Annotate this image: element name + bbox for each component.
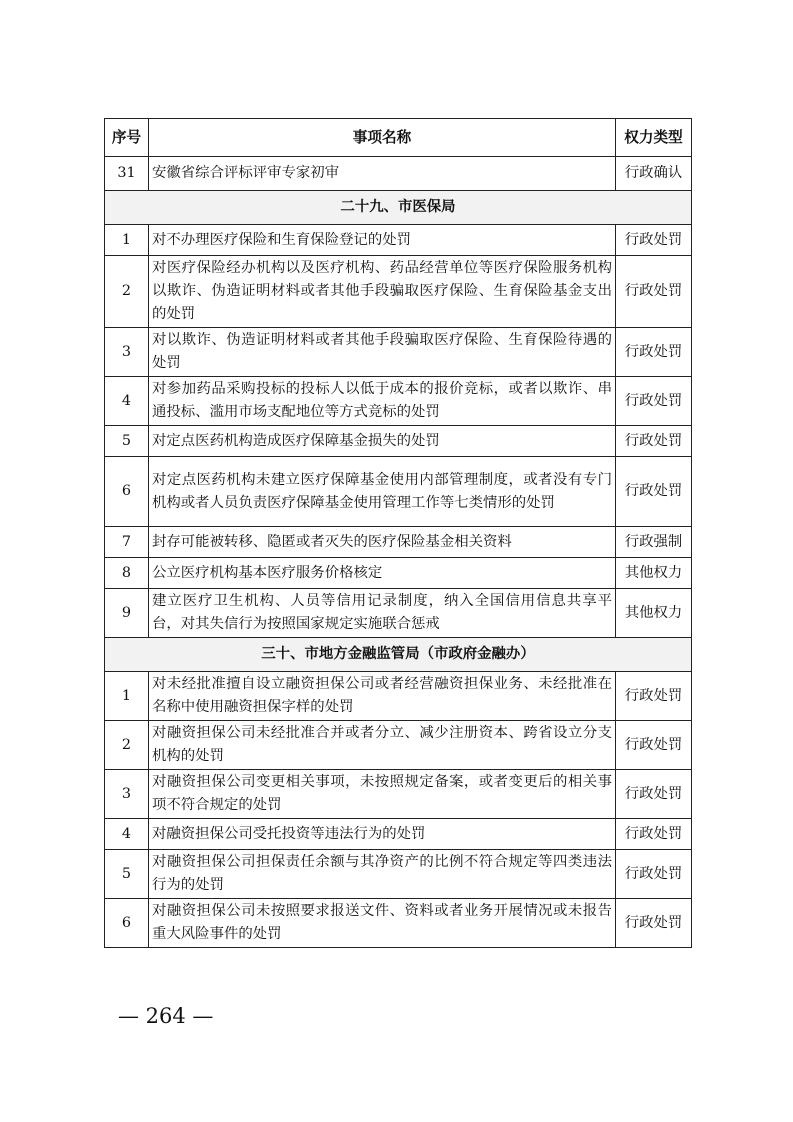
table-row [105, 672, 692, 721]
table-row [105, 328, 692, 377]
item-name: 对医疗保险经办机构以及医疗机构、药品经营单位等医疗保险服务机构以欺诈、伪造证明材料或者其他手段骗取医疗保险、生育保险基金支出的处罚 [149, 256, 616, 328]
item-name: 对融资担保公司变更相关事项，未按照规定备案，或者变更后的相关事项不符合规定的处罚 [149, 770, 616, 819]
header-power-type: 权力类型 [616, 119, 692, 157]
power-type: 行政处罚 [616, 256, 692, 328]
power-list-table [104, 118, 692, 948]
item-name: 封存可能被转移、隐匿或者灭失的医疗保险基金相关资料 [149, 527, 616, 558]
page-number: — 264 — [118, 1004, 214, 1028]
table-row [105, 721, 692, 770]
power-type: 行政处罚 [616, 457, 692, 527]
power-type: 行政处罚 [616, 328, 692, 377]
table-row [105, 457, 692, 527]
section-header-row [105, 638, 692, 672]
table-row [105, 377, 692, 426]
item-number: 6 [105, 899, 149, 948]
power-type: 行政处罚 [616, 426, 692, 457]
table-body [105, 157, 692, 948]
item-number: 1 [105, 672, 149, 721]
item-number: 3 [105, 328, 149, 377]
power-type: 行政处罚 [616, 819, 692, 850]
item-number: 31 [105, 157, 149, 191]
power-type: 行政处罚 [616, 770, 692, 819]
table-header-row [105, 119, 692, 157]
item-name: 对融资担保公司担保责任余额与其净资产的比例不符合规定等四类违法行为的处罚 [149, 850, 616, 899]
item-name: 对融资担保公司受托投资等违法行为的处罚 [149, 819, 616, 850]
item-number: 9 [105, 589, 149, 638]
power-type: 行政确认 [616, 157, 692, 191]
power-type: 其他权力 [616, 558, 692, 589]
table-row [105, 157, 692, 191]
table-row [105, 225, 692, 256]
item-number: 6 [105, 457, 149, 527]
item-number: 7 [105, 527, 149, 558]
table-row [105, 819, 692, 850]
power-type: 行政处罚 [616, 850, 692, 899]
item-number: 5 [105, 426, 149, 457]
section-header-row [105, 191, 692, 225]
item-name: 对未经批准擅自设立融资担保公司或者经营融资担保业务、未经批准在名称中使用融资担保字样的处罚 [149, 672, 616, 721]
power-type: 行政处罚 [616, 377, 692, 426]
section-title: 二十九、市医保局 [105, 191, 692, 225]
item-number: 2 [105, 256, 149, 328]
table-row [105, 589, 692, 638]
item-name: 公立医疗机构基本医疗服务价格核定 [149, 558, 616, 589]
item-number: 4 [105, 819, 149, 850]
item-name: 安徽省综合评标评审专家初审 [149, 157, 616, 191]
item-number: 5 [105, 850, 149, 899]
table-row [105, 527, 692, 558]
power-type: 行政处罚 [616, 672, 692, 721]
table-row [105, 558, 692, 589]
table-row [105, 899, 692, 948]
power-type: 行政处罚 [616, 225, 692, 256]
item-number: 1 [105, 225, 149, 256]
item-number: 4 [105, 377, 149, 426]
item-name: 对不办理医疗保险和生育保险登记的处罚 [149, 225, 616, 256]
item-name: 建立医疗卫生机构、人员等信用记录制度，纳入全国信用信息共享平台，对其失信行为按照国家规定实施联合惩戒 [149, 589, 616, 638]
table-row [105, 850, 692, 899]
power-type: 行政处罚 [616, 899, 692, 948]
table-row [105, 256, 692, 328]
header-item-name: 事项名称 [149, 119, 616, 157]
section-title: 三十、市地方金融监管局（市政府金融办） [105, 638, 692, 672]
power-type: 其他权力 [616, 589, 692, 638]
item-name: 对定点医药机构造成医疗保障基金损失的处罚 [149, 426, 616, 457]
table-row [105, 426, 692, 457]
item-name: 对定点医药机构未建立医疗保障基金使用内部管理制度，或者没有专门机构或者人员负责医疗保障基金使用管理工作等七类情形的处罚 [149, 457, 616, 527]
table-row [105, 770, 692, 819]
item-number: 3 [105, 770, 149, 819]
item-name: 对融资担保公司未按照要求报送文件、资料或者业务开展情况或未报告重大风险事件的处罚 [149, 899, 616, 948]
item-name: 对融资担保公司未经批准合并或者分立、减少注册资本、跨省设立分支机构的处罚 [149, 721, 616, 770]
item-name: 对以欺诈、伪造证明材料或者其他手段骗取医疗保险、生育保险待遇的处罚 [149, 328, 616, 377]
item-name: 对参加药品采购投标的投标人以低于成本的报价竞标，或者以欺诈、串通投标、滥用市场支配地位等方式竞标的处罚 [149, 377, 616, 426]
header-number: 序号 [105, 119, 149, 157]
power-type: 行政强制 [616, 527, 692, 558]
item-number: 8 [105, 558, 149, 589]
item-number: 2 [105, 721, 149, 770]
power-type: 行政处罚 [616, 721, 692, 770]
